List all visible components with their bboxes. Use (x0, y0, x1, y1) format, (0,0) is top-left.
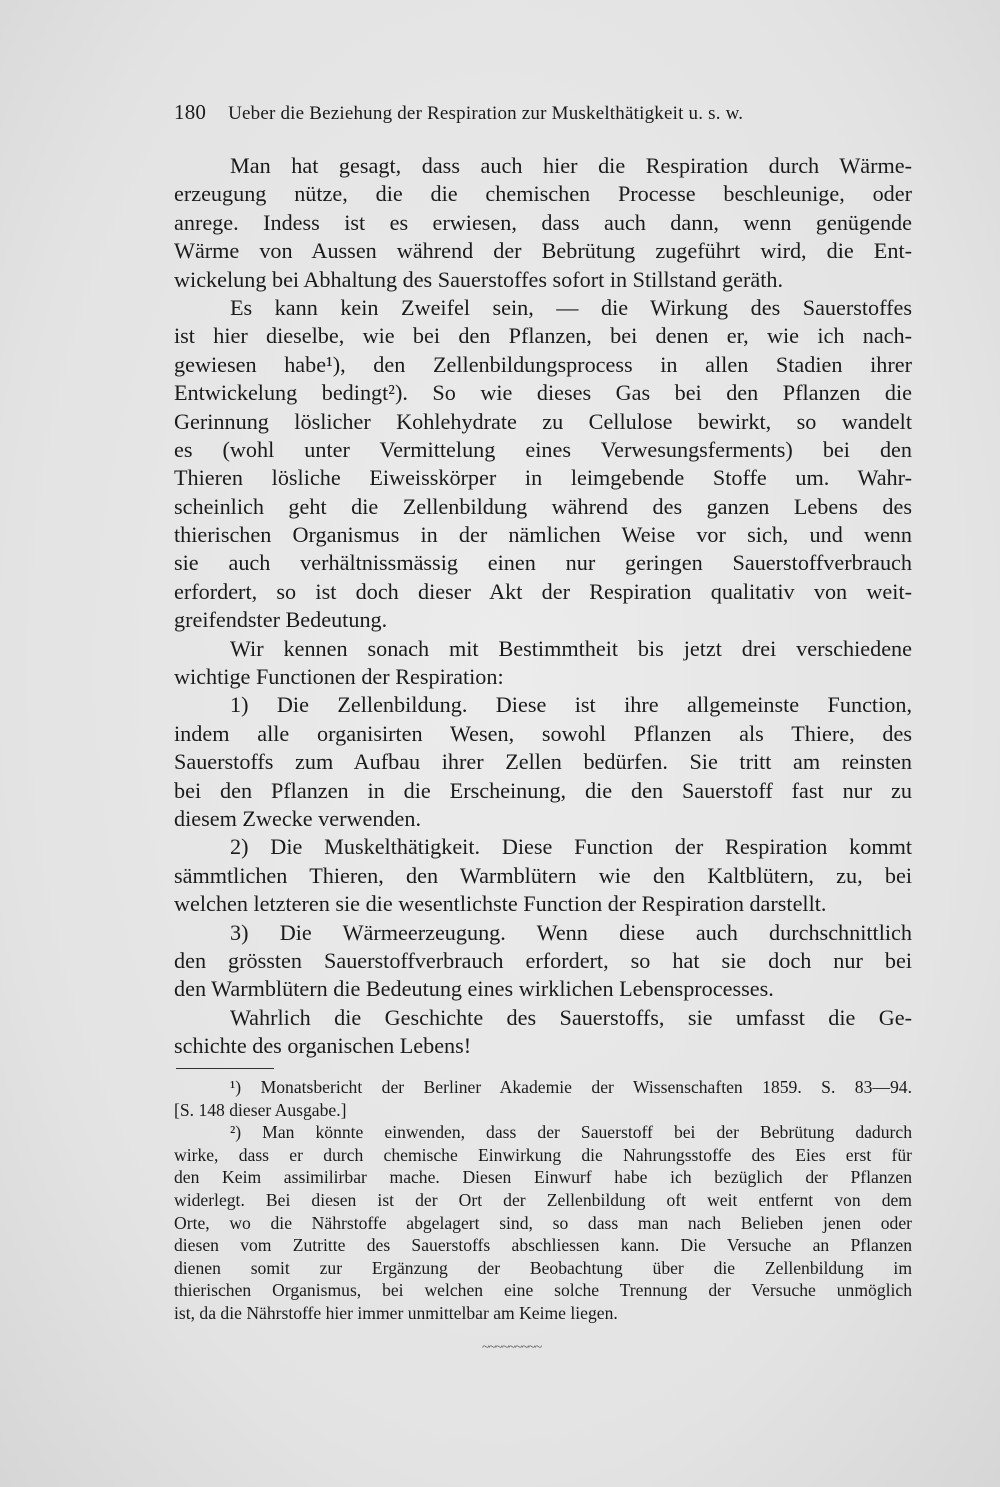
body-text-line: Wärme von Aussen während der Bebrütung zugeführt wird, die Ent- (174, 238, 912, 264)
body-text-line: welchen letzteren sie die wesentlichste Function der Respiration darstellt. (174, 891, 827, 917)
footnote-rule (176, 1068, 274, 1069)
footnotes (174, 1076, 912, 1325)
body-text-line: sie auch verhältnissmässig einen nur geringen Sauerstoffverbrauch (174, 550, 912, 576)
footnote-line: wirke, dass er durch chemische Einwirkung die Nahrungsstoffe des Eies erst für (174, 1144, 912, 1165)
body-text-line: gewiesen habe¹), den Zellenbildungsprocess in allen Stadien ihrer (174, 351, 912, 377)
body-text-line: Wir kennen sonach mit Bestimmtheit bis jetzt drei verschiedene (230, 635, 912, 661)
body-text-line: thierischen Organismus in der nämlichen Weise vor sich, und wenn (174, 522, 912, 548)
page-number: 180 (174, 100, 207, 124)
main-text (174, 152, 912, 1061)
footnote-line: thierischen Organismus, bei welchen eine solche Trennung der Versuche unmöglich (174, 1280, 912, 1301)
footnote-line: den Keim assimilirbar mache. Diesen Einwurf habe ich bezüglich der Pflanzen (174, 1167, 912, 1188)
body-text-line: Thieren lösliche Eiweisskörper in leimgebende Stoffe um. Wahr- (174, 465, 912, 491)
body-text-line: Gerinnung löslicher Kohlehydrate zu Cellulose bewirkt, so wandelt (174, 408, 912, 434)
running-title: Ueber die Beziehung der Respiration zur Muskelthätigkeit u. s. w. (228, 103, 744, 124)
footnote-line: diesen vom Zutritte des Sauerstoffs abschliessen kann. Die Versuche an Pflanzen (174, 1235, 912, 1256)
body-text-line: erfordert, so ist doch dieser Akt der Respiration qualitativ von weit- (174, 578, 912, 604)
body-text-line: ist hier dieselbe, wie bei den Pflanzen, bei denen er, wie ich nach- (174, 323, 912, 349)
body-text-line: bei den Pflanzen in die Erscheinung, die den Sauerstoff fast nur zu (174, 777, 912, 803)
footnote-line: dienen somit zur Ergänzung der Beobachtung über die Zellenbildung im (174, 1257, 912, 1278)
body-text-line: wickelung bei Abhaltung des Sauerstoffes sofort in Stillstand geräth. (174, 266, 784, 292)
body-text-line: Sauerstoffs zum Aufbau ihrer Zellen bedürfen. Sie tritt am reinsten (174, 749, 912, 775)
body-text-line: es (wohl unter Vermittelung eines Verwesungsferments) bei den (174, 436, 912, 462)
footnote-line: ist, da die Nährstoffe hier immer unmittelbar am Keime liegen. (174, 1302, 618, 1323)
footnote-line: ²) Man könnte einwenden, dass der Sauerstoff bei der Bebrütung dadurch (230, 1122, 912, 1143)
body-text-line: den Warmblütern die Bedeutung eines wirklichen Lebensprocesses. (174, 976, 774, 1002)
footnote-line: ¹) Monatsbericht der Berliner Akademie der Wissenschaften 1859. S. 83—94. (230, 1077, 912, 1097)
body-text-line: schichte des organischen Lebens! (174, 1033, 472, 1059)
footnote-line: widerlegt. Bei diesen ist der Ort der Zellenbildung oft weit entfernt von dem (174, 1189, 912, 1210)
body-text-line: diesem Zwecke verwenden. (174, 805, 422, 831)
body-text-line: erzeugung nütze, die die chemischen Processe beschleunige, oder (174, 181, 912, 207)
body-text-line: 3) Die Wärmeerzeugung. Wenn diese auch durchschnittlich (230, 919, 912, 945)
body-text-line: Es kann kein Zweifel sein, — die Wirkung des Sauerstoffes (230, 294, 912, 320)
body-text-line: scheinlich geht die Zellenbildung während des ganzen Lebens des (174, 493, 912, 519)
body-text-line: 1) Die Zellenbildung. Diese ist ihre allgemeinste Function, (230, 692, 912, 718)
running-header (174, 100, 914, 125)
body-text-line: indem alle organisirten Wesen, sowohl Pflanzen als Thiere, des (174, 720, 912, 746)
body-text-line: wichtige Functionen der Respiration: (174, 664, 504, 690)
body-text-line: 2) Die Muskelthätigkeit. Diese Function der Respiration kommt (230, 834, 912, 860)
body-text-line: Man hat gesagt, dass auch hier die Respiration durch Wärme- (230, 153, 912, 178)
footnote-line: Orte, wo die Nährstoffe abgelagert sind, so dass man nach Belieben jenen oder (174, 1212, 912, 1233)
footnote-line: [S. 148 dieser Ausgabe.] (174, 1099, 347, 1120)
body-text-line: Entwickelung bedingt²). So wie dieses Gas bei den Pflanzen die (174, 380, 912, 406)
body-text-line: den grössten Sauerstoffverbrauch erfordert, so hat sie doch nur bei (174, 947, 912, 973)
body-text-line: anrege. Indess ist es erwiesen, dass auch dann, wenn genügende (174, 209, 912, 235)
body-text-line: sämmtlichen Thieren, den Warmblütern wie den Kaltblütern, zu, bei (174, 862, 912, 888)
body-text-line: greifendster Bedeutung. (174, 607, 388, 633)
body-text-line: Wahrlich die Geschichte des Sauerstoffs, sie umfasst die Ge- (230, 1004, 912, 1030)
end-ornament: ~~~~~~~~~ (482, 1340, 542, 1355)
